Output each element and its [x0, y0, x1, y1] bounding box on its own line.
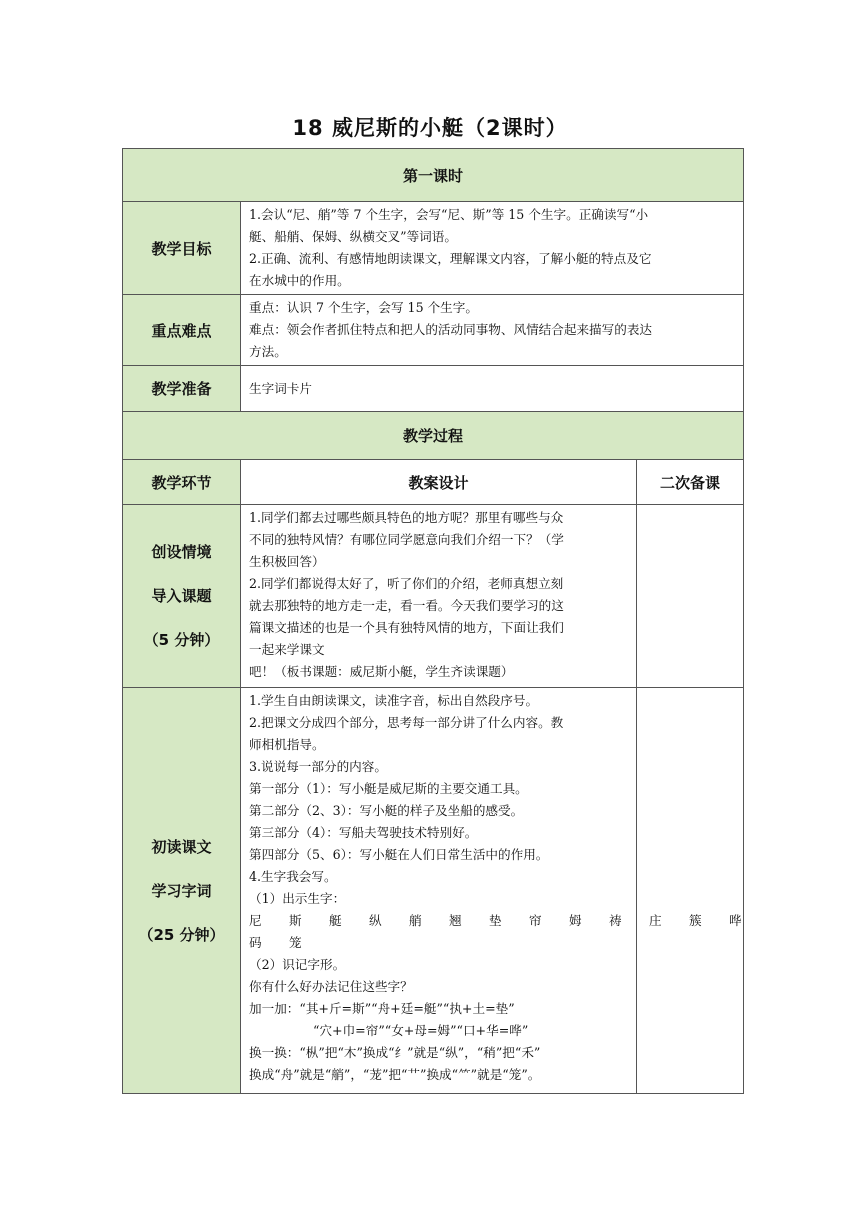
- teaching-goal-content: 1.会认“尼、艄”等 7 个生字，会写“尼、斯”等 15 个生字。正确读写“小 艇、船艄、保姆、纵横交叉”等词语。 2.正确、流利、有感情地朗读课文，理解课文内容，了解小艇的特点及它 在水城中的作用。: [241, 202, 744, 295]
- stage-reading-design: 1.学生自由朗读课文，读准字音，标出自然段序号。 2.把课文分成四个部分，思考每一部分讲了什么内容。教 师相机指导。 3.说说每一部分的内容。 第一部分（1）：写小艇是威尼斯的主要交通工具。 第二部分（2、3）：写小艇的样子及坐船的感受。 第三部分（4）：写船夫驾驶技术特别好。 第四部分（5、6）：写小艇在人们日常生活中的作用。 4.生字我会写。 （1）出示生字： 尼 斯 艇 纵 艄 翘 垫 帘 姆 祷 庄 簇 哗 码 笼 （2）识记字形。 你有什么好办法记住这些字？ 加一加：“其+斤=斯”“舟+廷=艇”“执+土=垫” “穴+巾=帘”“女+母=姆”“口+华=哗” 换一换：“枞”把“木”换成“纟”就是“纵”，“稍”把“禾” 换成“舟”就是“艄”，“茏”把“艹”换成“⺮”就是“笼”。: [241, 688, 637, 1094]
- column-header-stage: 教学环节: [123, 460, 241, 505]
- stage-reading-second-prep: [637, 688, 744, 1094]
- row-label-preparation: 教学准备: [123, 366, 241, 412]
- section-header-teaching-process: 教学过程: [123, 412, 744, 460]
- new-characters-row-2: 码 笼: [249, 935, 302, 950]
- stage-intro-design: 1.同学们都去过哪些颇具特色的地方呢？那里有哪些与众 不同的独特风情？有哪位同学愿意向我们介绍一下？（学 生积极回答） 2.同学们都说得太好了，听了你们的介绍，老师真想立刻 就去那独特的地方走一走，看一看。今天我们要学习的这 篇课文描述的也是一个具有独特风情的地方，下面让我们 一起来学课文 吧！（板书课题：威尼斯小艇，学生齐读课题）: [241, 505, 637, 688]
- key-points-content: 重点：认识 7 个生字，会写 15 个生字。 难点：领会作者抓住特点和把人的活动同事物、风情结合起来描写的表达 方法。: [241, 295, 744, 366]
- column-header-design: 教案设计: [241, 460, 637, 505]
- new-characters-row-1: 尼 斯 艇 纵 艄 翘 垫 帘 姆 祷 庄 簇 哗: [249, 913, 742, 928]
- row-label-key-points: 重点难点: [123, 295, 241, 366]
- section-header-first-lesson: 第一课时: [123, 149, 744, 202]
- preparation-content: 生字词卡片: [241, 366, 744, 412]
- row-label-teaching-goal: 教学目标: [123, 202, 241, 295]
- column-header-second-prep: 二次备课: [637, 460, 744, 505]
- page-title: 18 威尼斯的小艇（2课时）: [292, 116, 568, 140]
- stage-label-reading: 初读课文 学习字词 （25 分钟）: [123, 688, 241, 1094]
- stage-label-intro: 创设情境 导入课题 （5 分钟）: [123, 505, 241, 688]
- stage-intro-second-prep: [637, 505, 744, 688]
- lesson-plan-table: [122, 148, 744, 1094]
